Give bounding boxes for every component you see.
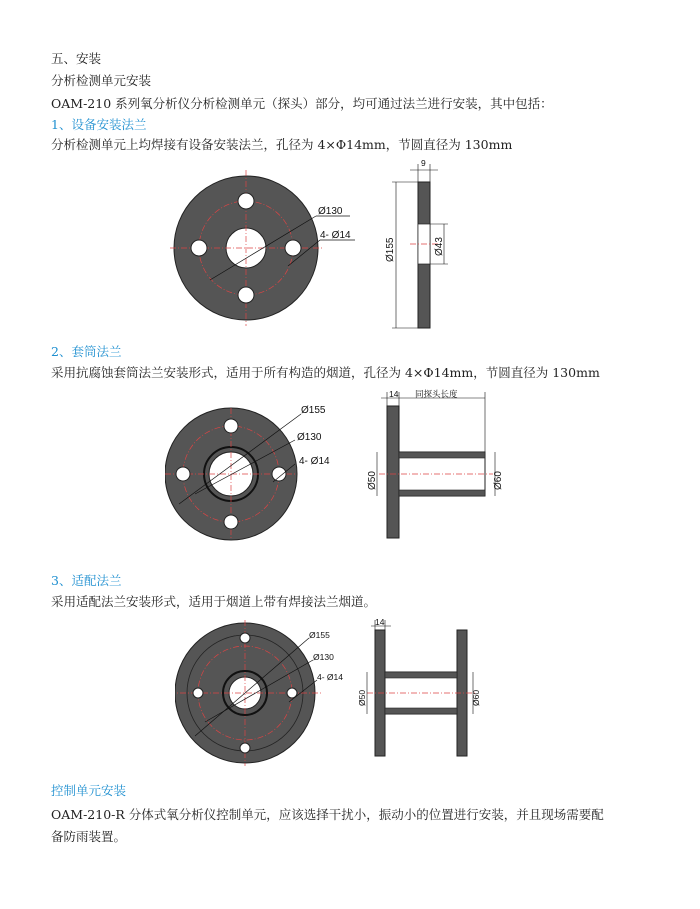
item-1-title: 1、设备安装法兰 (51, 117, 147, 132)
item-2-title: 2、套筒法兰 (51, 344, 122, 359)
control-title: 控制单元安装 (51, 783, 127, 798)
side-inner-label: Ø50 (367, 471, 378, 490)
side-outer-tube-label: Ø60 (471, 689, 481, 706)
front-outer-label: Ø155 (301, 405, 326, 416)
front-pcd-label: Ø130 (318, 206, 343, 217)
figure-3-adapter-flange (175, 618, 485, 766)
side-outer-tube-label: Ø60 (493, 471, 504, 490)
side-thickness-label: 14 (375, 618, 385, 627)
side-thickness-label: 14 (389, 389, 399, 399)
sleeve-flange-side-view (367, 389, 504, 538)
adapter-flange-front-view (175, 620, 343, 766)
side-outer-label: Ø155 (385, 237, 396, 262)
front-outer-label: Ø155 (309, 630, 330, 640)
control-desc-line1: OAM-210-R 分体式氧分析仪控制单元，应该选择干扰小，振动小的位置进行安装，并且现场需要配 (51, 807, 604, 822)
front-holes-label: 4- Ø14 (317, 672, 343, 682)
control-desc-line2: 备防雨装置。 (51, 829, 127, 844)
adapter-flange-side-view (357, 618, 481, 756)
front-pcd-label: Ø130 (313, 652, 334, 662)
figure-2-sleeve-flange (165, 388, 505, 560)
item-1-desc: 分析检测单元上均焊接有设备安装法兰，孔径为 4×Φ14mm，节圆直径为 130mm (51, 137, 513, 152)
flange-side-view (385, 158, 448, 328)
side-thickness-label: 9 (421, 158, 426, 168)
front-pcd-label: Ø130 (297, 432, 322, 443)
figure-1-mounting-flange (170, 158, 460, 338)
item-3-title: 3、适配法兰 (51, 573, 122, 588)
side-inner-label: Ø43 (434, 237, 445, 256)
side-length-label: 同探头长度 (415, 389, 458, 399)
front-holes-label: 4- Ø14 (320, 230, 351, 241)
intro-text: OAM-210 系列氧分析仪分析检测单元（探头）部分，均可通过法兰进行安装，其中包括： (51, 96, 553, 111)
section-heading: 五、安装 (51, 51, 102, 66)
side-inner-label: Ø50 (357, 689, 367, 706)
flange-front-view (170, 170, 355, 326)
front-holes-label: 4- Ø14 (299, 456, 330, 467)
item-2-desc: 采用抗腐蚀套筒法兰安装形式，适用于所有构造的烟道，孔径为 4×Φ14mm，节圆直径为 130mm (51, 365, 600, 380)
sub-heading: 分析检测单元安装 (51, 73, 152, 88)
item-3-desc: 采用适配法兰安装形式，适用于烟道上带有焊接法兰烟道。 (51, 594, 377, 609)
sleeve-flange-front-view (165, 405, 330, 540)
